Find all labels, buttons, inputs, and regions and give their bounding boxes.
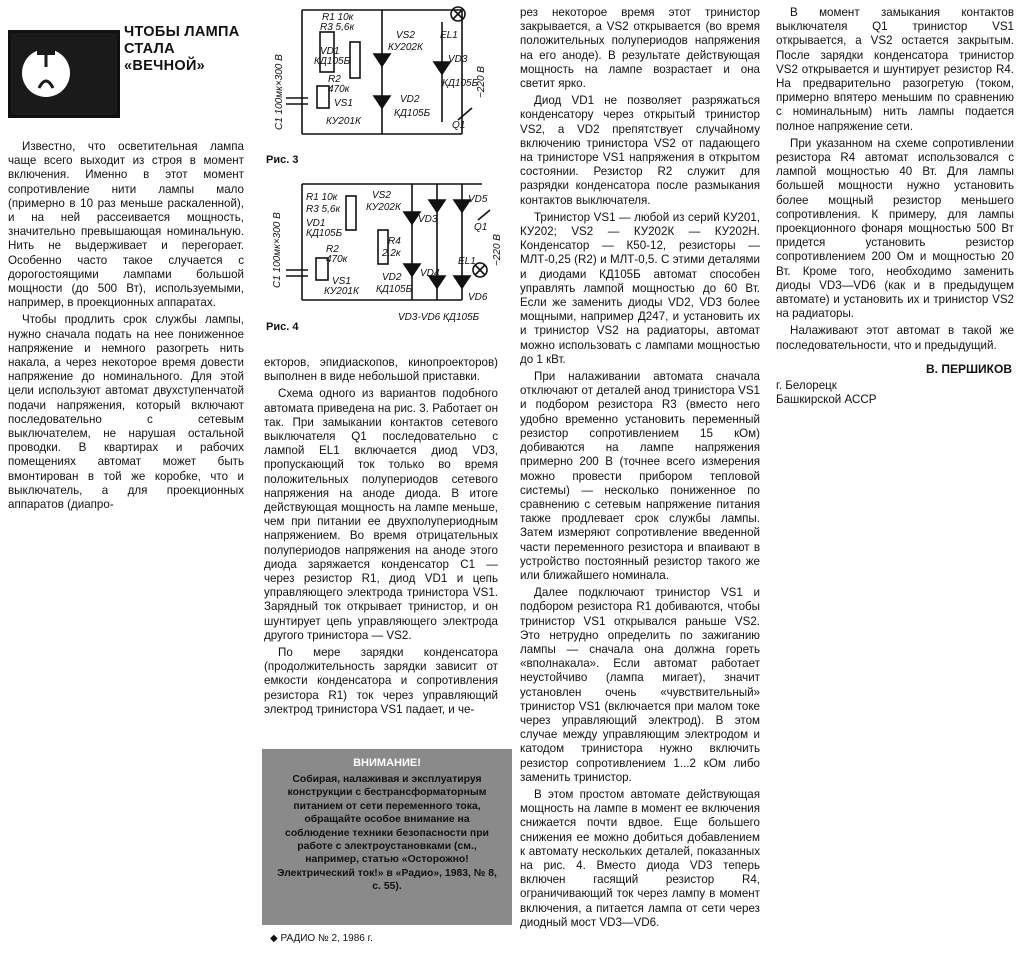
fig4-label-vd2: VD2 — [382, 272, 402, 283]
fig3-label-vs2-type: КУ202К — [388, 42, 423, 53]
page-footer: ◆ РАДИО № 2, 1986 г. — [270, 933, 373, 944]
fig4-label-diode-set: VD3-VD6 КД105Б — [398, 312, 480, 323]
fig4-label-el1: EL1 — [458, 256, 476, 267]
warning-text: Собирая, налаживая и эксплуатируя конструкции с бестрансформаторным питанием от сети переменного тока, обращайте особое внимание на соблюдение техники безопасности при работе с электроустановками (см., например, статью «Осторожно! Электрический ток!» в «Радио», 1983, № 8, с. 55). — [277, 774, 497, 893]
figure-4-caption: Рис. 4 — [266, 321, 299, 333]
paragraph: В этом простом автомате действующая мощность на лампе в момент ее включения снижается почти вдвое. Еще большего снижения ее можно добиться добавлением к автомату нескольких деталей, показанных на рис. 4. Вместо диода VD3 теперь включен гасящий резистор R4, ограничивающий ток через лампу в момент включения, а питается лампа от сети через диодный мост VD3—VD6. — [520, 787, 760, 929]
fig3-label-vs1: VS1 — [334, 98, 353, 109]
column-4 — [776, 6, 1014, 356]
fig4-label-r4: R4 — [388, 236, 401, 247]
fig3-label-vs2: VS2 — [396, 30, 415, 41]
fig3-label-mains: ~220 В — [476, 66, 487, 98]
fig4-label-vs1: VS1 — [332, 276, 351, 287]
fig4-label-vs2-type: КУ202К — [366, 202, 401, 213]
paragraph: Диод VD1 не позволяет разряжаться конденсатору через открытый тринистор VS2, а VD2 препятствует случайному включению тринистора VS2 от падающего на тринисторе VS1 напряжения в открытом состоянии. Резистор R2 служит для разрядки конденсатора после размыкания контактов выключателя. — [520, 94, 760, 207]
fig4-label-vd1: VD1 — [306, 218, 326, 229]
fig3-label-vd1: VD1 — [320, 46, 340, 57]
paragraph: При указанном на схеме сопротивлении резистора R4 автомат использовался с лампой мощностью 40 Вт. Для лампы большей мощности нужно установить более мощный резистор меньшего сопротивления. К примеру, для лампы проекционного фонаря мощностью 500 Вт придется установить резистор сопротивлением 200 Ом и мощностью 20 Вт. Кроме того, необходимо заменить диоды VD3—VD6 (как и в предыдущем автомате) и установить их и тринистор VS2 на радиаторы. — [776, 136, 1014, 321]
paragraph: Далее подключают тринистор VS1 и подбором резистора R1 добиваются, чтобы тринистор VS1 открывался раньше VS2. Это нетрудно определить по зажиганию лампы — сначала она должна гореть «вполнакала». Если автомат работает неустойчиво (лампа мигает), значит установлен очень «чувствительный» тринистор VS1 (включается при малом токе через управляющий электрод). В этом случае между управляющим электродом и катодом тринистора нужно включить резистор сопротивлением 1...2 кОм либо заменить тринистор. — [520, 586, 760, 784]
fig4-label-vd2-type: КД105Б — [376, 284, 413, 295]
fig3-label-r3: R3 5,6к — [320, 22, 355, 33]
fig4-label-r1: R1 10к — [306, 192, 338, 203]
fig4-label-vs1-type: КУ201К — [324, 286, 359, 297]
fig4-label-vd3: VD3 — [418, 214, 438, 225]
author-location — [776, 379, 876, 407]
fig4-label-mains: ~220 В — [492, 234, 503, 266]
fig3-label-r1: R1 10к — [322, 12, 354, 23]
fig3-label-vs1-type: КУ201К — [326, 116, 361, 127]
location-region: Башкирской АССР — [776, 393, 877, 406]
fig4-label-q1: Q1 — [474, 222, 488, 233]
column-2 — [264, 356, 498, 720]
fig3-label-r2: R2 — [328, 74, 341, 85]
author-name: В. ПЕРШИКОВ — [926, 362, 1012, 376]
location-city: г. Белорецк — [776, 379, 837, 392]
column-1 — [8, 140, 244, 515]
fig4-label-c1: C1 100мк×300 В — [272, 212, 283, 288]
fig4-label-r3: R3 5,6к — [306, 204, 341, 215]
fig4-label-vd5: VD5 — [468, 194, 488, 205]
figure-4-schematic — [262, 176, 512, 326]
fig3-label-vd2: VD2 — [400, 94, 420, 105]
fig3-label-vd3: VD3 — [448, 54, 468, 65]
paragraph: Схема одного из вариантов подобного автомата приведена на рис. 3. Работает он так. При замыкании контактов сетевого выключателя Q1 последовательно с лампой EL1 включается диод VD3, пропускающий ток только во время положительных полупериодов сетевого напряжения на аноде диода. В итоге действующая мощность на лампе меньше, чем при питании ее двухполупериодным напряжением. Во время отрицательных полупериодов напряжения на аноде этого диода заряжается конденсатор C1 — через резистор R1, диод VD1 и цепь управляющего электрода тринистора VS1. Зарядный ток открывает тринистор, и он шунтирует цепь управляющего электрода другого тринистора — VS2. — [264, 387, 498, 642]
figure-3-caption: Рис. 3 — [266, 154, 299, 166]
fig4-label-vd6: VD6 — [468, 292, 488, 303]
paragraph: Известно, что осветительная лампа чаще всего выходит из строя в момент включения. Именно в этот момент сопротивление нити лампы мало (примерно в 10 раз меньше раскаленной), и на ней рассеивается мощность, значительно превышающая номинальную. Нить не выдерживает и перегорает. Особенно часто такое случается с дорогостоящими лампами большой мощности (до 500 Вт), используемыми, например, в проекционных аппаратах. — [8, 140, 244, 310]
paragraph: Налаживают этот автомат в такой же последовательности, что и предыдущий. — [776, 324, 1014, 352]
title-line-3: «ВЕЧНОЙ» — [124, 58, 206, 74]
figure-3-schematic — [262, 2, 512, 150]
article-title — [124, 24, 244, 75]
title-line-1: ЧТОБЫ ЛАМПА — [124, 24, 240, 40]
fig3-label-vd2-type: КД105Б — [394, 108, 431, 119]
fig3-label-vd1-type: КД105Б — [314, 56, 351, 67]
fig4-label-r2-val: 470к — [326, 254, 348, 265]
title-line-2: СТАЛА — [124, 41, 175, 57]
lamp-logo — [8, 30, 120, 118]
fig3-label-c1: C1 100мк×300 В — [274, 54, 285, 130]
fig4-label-r4-val: 2,2к — [382, 248, 401, 259]
paragraph: Тринистор VS1 — любой из серий КУ201, КУ202; VS2 — КУ202К — КУ202Н. Конденсатор — К50-12, резисторы — МЛТ-0,25 (R2) и МЛТ-0,5. С этими деталями и диодами КД105Б автомат способен управлять лампой мощностью до 60 Вт. Если же заменить диоды VD2, VD3 более мощными, например Д247, и установить их и тринистор VS2 на радиаторы, автомат можно использовать с лампами мощностью до 1 кВт. — [520, 210, 760, 366]
fig3-label-vd3-type: КД105Б — [442, 78, 479, 89]
fig4-label-vd1-type: КД105Б — [306, 228, 343, 239]
fig3-label-r2-val: 470к — [328, 84, 350, 95]
paragraph: В момент замыкания контактов выключателя Q1 тринистор VS1 открывается, а VS2 остается закрытым. После зарядки конденсатора тринистор VS2 открывается и шунтирует резистор R4. На предварительно разогретую (током, примерно впятеро меньшим по сравнению с номинальным) нить лампы подается полное напряжение сети. — [776, 6, 1014, 133]
safety-warning-box — [262, 749, 512, 925]
paragraph: По мере зарядки конденсатора (продолжительность зарядки зависит от емкости конденсатора и сопротивления резистора R1) ток через управляющий электрод тринистора VS1 падает, и че- — [264, 646, 498, 716]
fig3-label-el1: EL1 — [440, 30, 458, 41]
fig3-label-q1: Q1 — [452, 120, 466, 131]
paragraph: екторов, эпидиаскопов, кинопроекторов) выполнен в виде небольшой приставки. — [264, 356, 498, 384]
paragraph: При налаживании автомата сначала отключают от деталей анод тринистора VS1 и подбором резистора R3 (вместо него удобно временно установить переменный резистор сопротивлением 15 кОм) добиваются на лампе напряжения примерно 200 В (точнее всего измерения можно провести прибором тепловой системы) — несколько пониженное по сравнению с сетевым напряжение питания также продлевает срок службы лампы. Затем измеряют сопротивление введенной части переменного резистора и впаивают в устройство постоянный резистор такого же или ближайшего номинала. — [520, 370, 760, 582]
fig4-label-vs2: VS2 — [372, 190, 391, 201]
fig4-label-vd4: VD4 — [420, 268, 440, 279]
fig4-label-r2: R2 — [326, 244, 339, 255]
column-3 — [520, 6, 760, 933]
lamp-icon — [11, 33, 117, 115]
paragraph: Чтобы продлить срок службы лампы, нужно сначала подать на нее пониженное напряжение и немного разогреть нить накала, а через некоторое время довести напряжение до номинального. Для этой цели используют автомат двухступенчатой подачи напряжения, который включают последовательно с сетевым выключателем, не нарушая остальной проводки. В квартирах и рабочих помещениях автомат может быть вмонтирован в той же коробке, что и выключатель, а для проекционных аппаратов (диапро- — [8, 313, 244, 512]
paragraph: рез некоторое время этот тринистор закрывается, а VS2 открывается (во время положительных полупериодов напряжения на его аноде). В результате действующая мощность на лампе возрастает и она светит ярко. — [520, 6, 760, 91]
warning-heading: ВНИМАНИЕ! — [353, 757, 421, 769]
